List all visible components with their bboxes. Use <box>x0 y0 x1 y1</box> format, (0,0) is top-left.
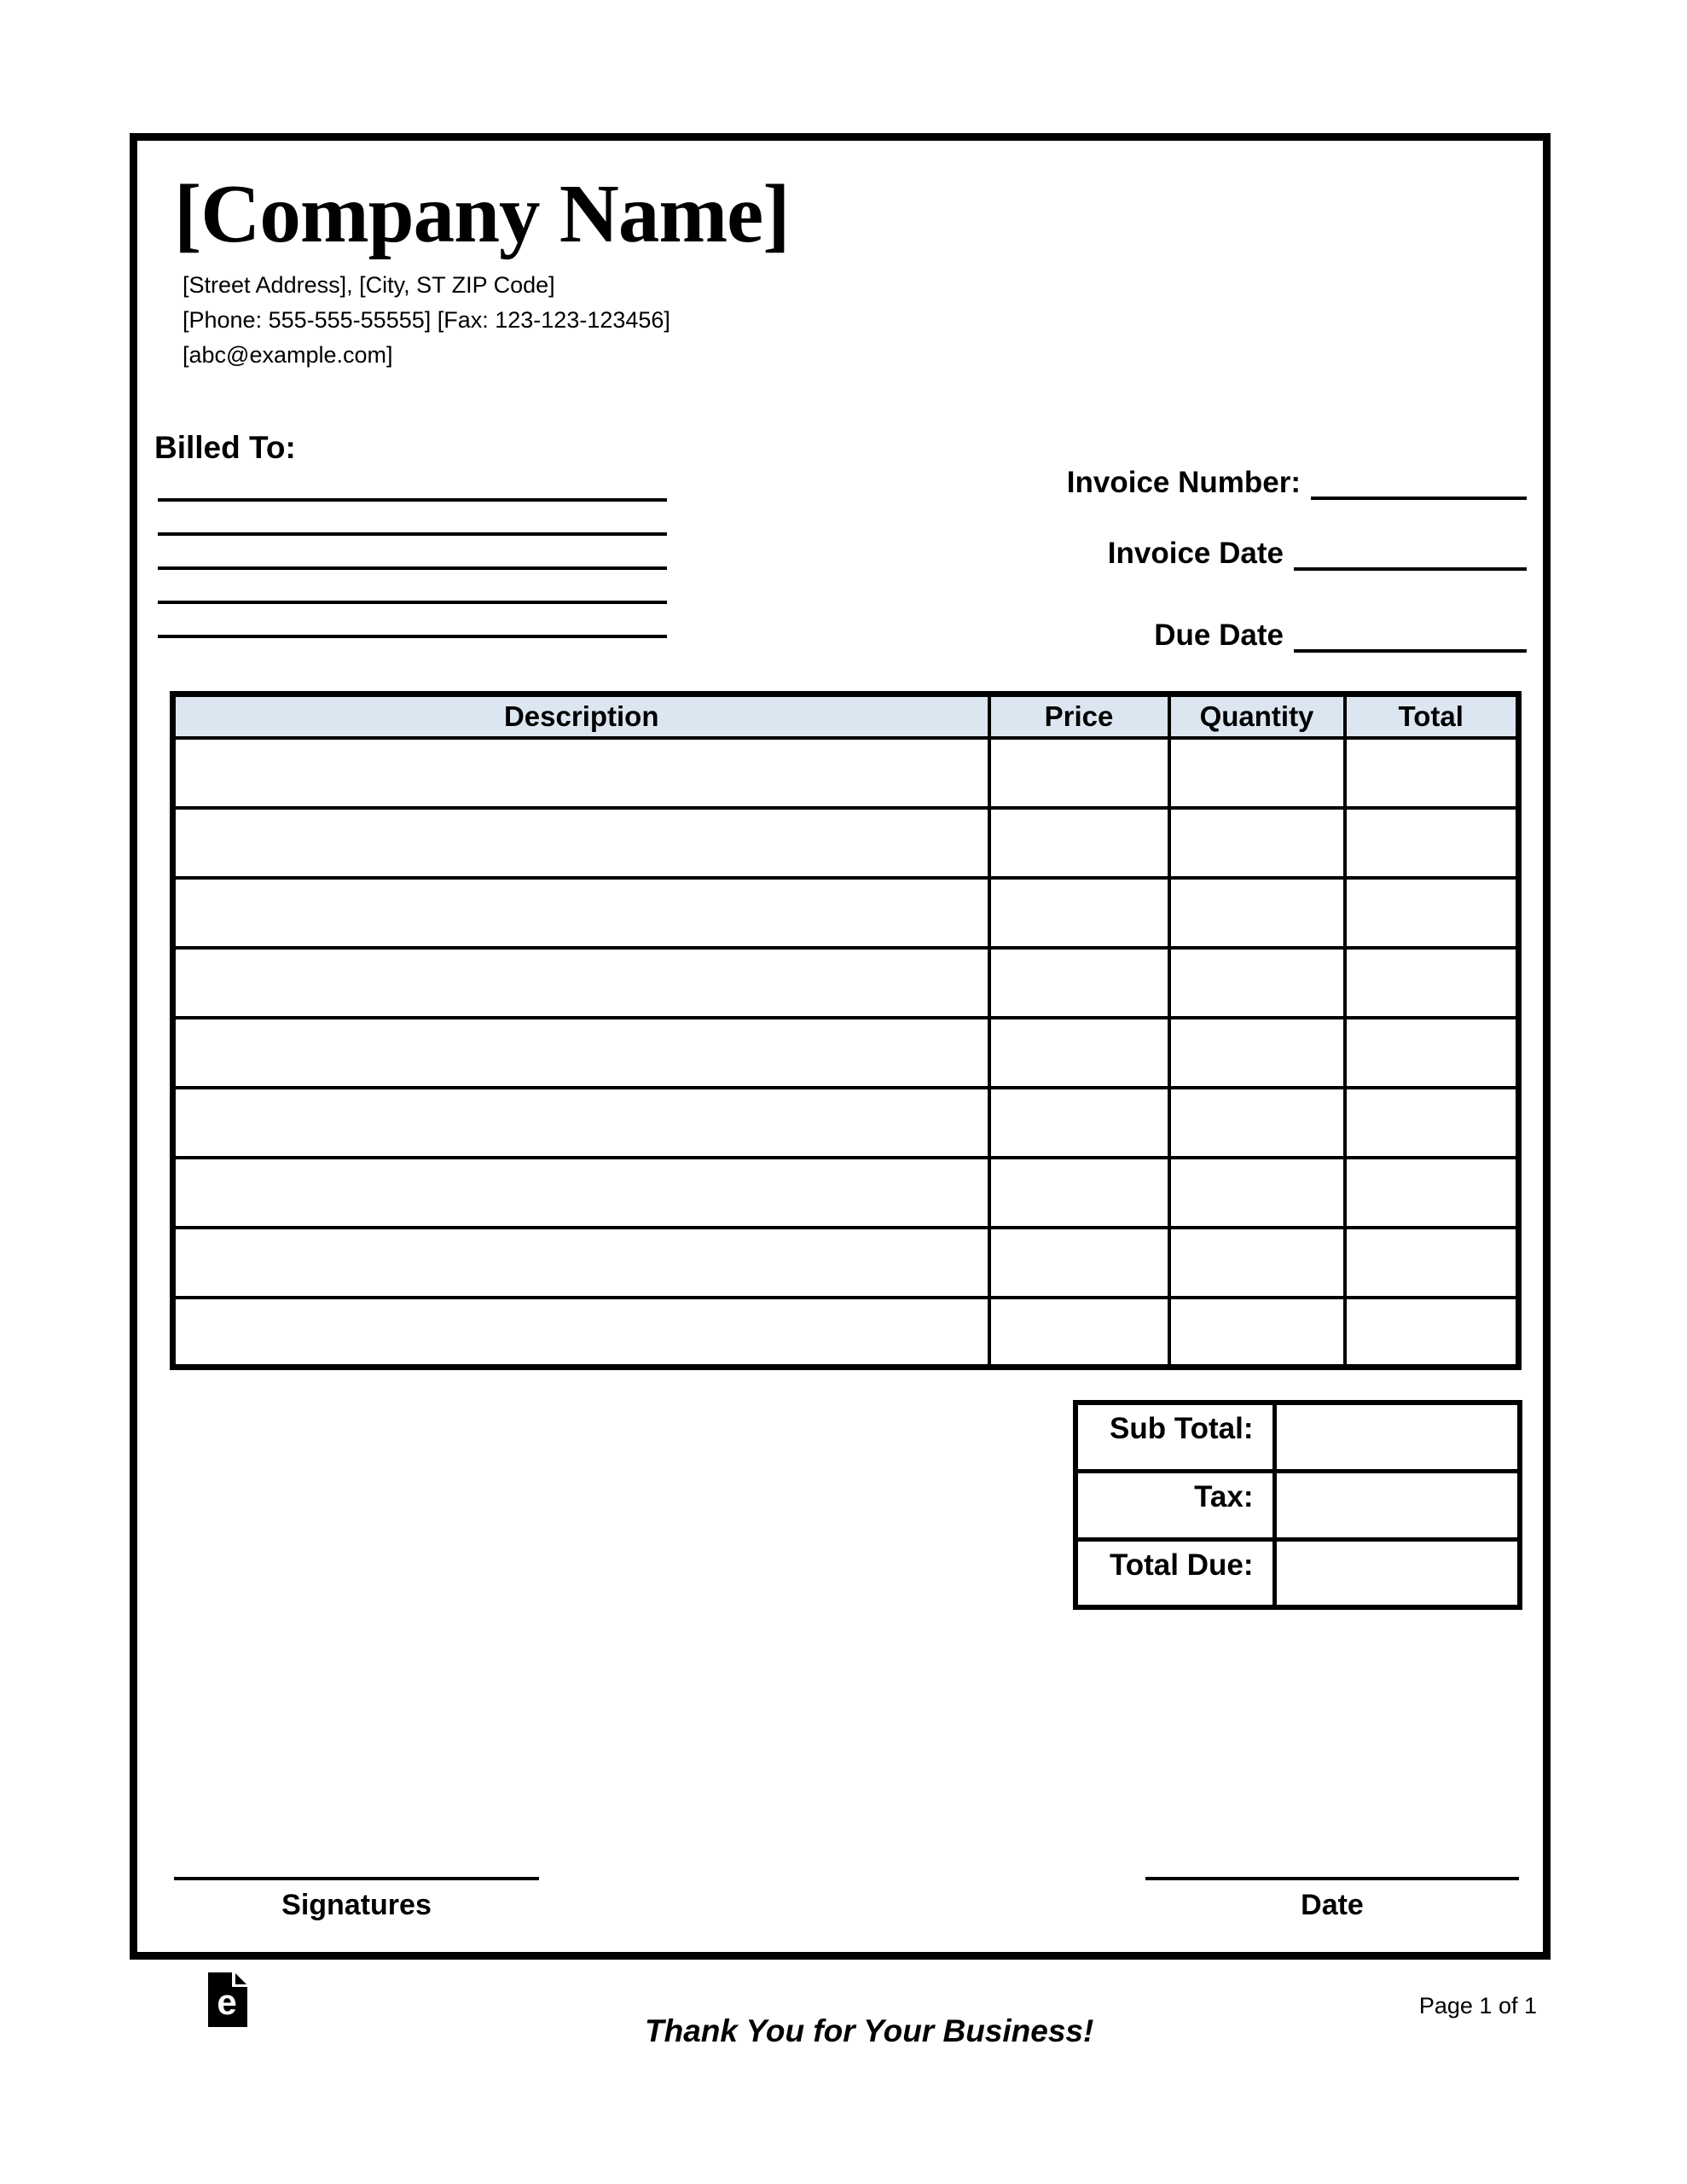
column-header-total: Total <box>1345 694 1519 738</box>
items-table-cell[interactable] <box>989 1298 1169 1368</box>
billed-to-line[interactable] <box>158 604 667 638</box>
date-field[interactable] <box>1145 1877 1519 1922</box>
column-header-description: Description <box>173 694 989 738</box>
company-address-line: [Phone: 555-555-55555] [Fax: 123-123-123456] <box>183 307 670 333</box>
invoice-number-label: Invoice Number: <box>1066 466 1301 499</box>
billed-to-line[interactable] <box>158 502 667 536</box>
billed-to-line[interactable] <box>158 468 667 502</box>
items-table-cell[interactable] <box>989 948 1169 1018</box>
items-table-cell[interactable] <box>1169 1298 1345 1368</box>
items-table-row <box>173 1088 1519 1158</box>
items-table-cell[interactable] <box>1169 738 1345 808</box>
items-table-cell[interactable] <box>173 1228 989 1298</box>
items-table-row <box>173 878 1519 948</box>
invoice-date-label: Invoice Date <box>1107 537 1284 570</box>
items-table-row <box>173 1298 1519 1368</box>
items-table-cell[interactable] <box>1345 878 1519 948</box>
items-table-cell[interactable] <box>1169 1088 1345 1158</box>
column-header-price: Price <box>989 694 1169 738</box>
items-table-cell[interactable] <box>1169 808 1345 878</box>
items-table-cell[interactable] <box>173 948 989 1018</box>
tax-row <box>1075 1471 1520 1539</box>
items-table-row <box>173 1228 1519 1298</box>
due-date-row <box>1154 615 1527 653</box>
items-table-cell[interactable] <box>989 1228 1169 1298</box>
items-table-cell[interactable] <box>173 1018 989 1088</box>
items-table-row <box>173 1018 1519 1088</box>
eforms-document-logo-icon <box>208 1972 247 2027</box>
items-table-row <box>173 808 1519 878</box>
invoice-date-field[interactable] <box>1294 538 1527 571</box>
items-table-cell[interactable] <box>173 1298 989 1368</box>
items-table-cell[interactable] <box>989 878 1169 948</box>
items-table-row <box>173 948 1519 1018</box>
total-due-value-cell[interactable] <box>1274 1539 1520 1607</box>
summary-table <box>1073 1400 1522 1610</box>
items-table-cell[interactable] <box>1345 738 1519 808</box>
items-table-cell[interactable] <box>1169 1228 1345 1298</box>
invoice-date-row <box>1108 533 1527 571</box>
column-header-quantity: Quantity <box>1169 694 1345 738</box>
company-name: [Company Name] <box>174 168 790 259</box>
items-table-cell[interactable] <box>173 808 989 878</box>
total-due-row <box>1075 1539 1520 1607</box>
billed-to-line[interactable] <box>158 536 667 570</box>
items-table-cell[interactable] <box>1169 878 1345 948</box>
items-table-cell[interactable] <box>1345 1298 1519 1368</box>
tax-label: Tax: <box>1075 1471 1274 1539</box>
items-table-cell[interactable] <box>989 1158 1169 1228</box>
items-table-body <box>173 738 1519 1368</box>
date-label: Date <box>1301 1889 1364 1921</box>
items-table-cell[interactable] <box>1345 1088 1519 1158</box>
billed-to-fields <box>158 468 667 638</box>
subtotal-value-cell[interactable] <box>1274 1403 1520 1471</box>
items-table-cell[interactable] <box>1169 1158 1345 1228</box>
items-table-cell[interactable] <box>1169 1018 1345 1088</box>
due-date-label: Due Date <box>1154 619 1284 652</box>
items-table-cell[interactable] <box>1345 1228 1519 1298</box>
items-table-row <box>173 1158 1519 1228</box>
signatures-label: Signatures <box>281 1889 432 1921</box>
subtotal-row <box>1075 1403 1520 1471</box>
items-table-cell[interactable] <box>1345 1018 1519 1088</box>
items-table-cell[interactable] <box>989 1018 1169 1088</box>
due-date-field[interactable] <box>1294 620 1527 653</box>
subtotal-label: Sub Total: <box>1075 1403 1274 1471</box>
total-due-label: Total Due: <box>1075 1539 1274 1607</box>
items-table-cell[interactable] <box>1345 948 1519 1018</box>
company-address-line: [abc@example.com] <box>183 342 393 368</box>
thank-you-message: Thank You for Your Business! <box>645 2013 1094 2048</box>
items-table-cell[interactable] <box>173 878 989 948</box>
page-indicator: Page 1 of 1 <box>1418 1993 1537 2018</box>
items-table-cell[interactable] <box>173 738 989 808</box>
items-table-cell[interactable] <box>1169 948 1345 1018</box>
svg-text:e: e <box>217 1982 237 2022</box>
items-table-row <box>173 738 1519 808</box>
invoice-number-field[interactable] <box>1311 468 1527 500</box>
items-table <box>170 691 1522 1370</box>
items-table-header-row <box>173 694 1519 738</box>
items-table-cell[interactable] <box>173 1088 989 1158</box>
billed-to-label: Billed To: <box>154 430 296 465</box>
billed-to-line[interactable] <box>158 570 667 604</box>
invoice-number-row <box>1067 462 1527 500</box>
items-table-cell[interactable] <box>1345 808 1519 878</box>
items-table-cell[interactable] <box>989 1088 1169 1158</box>
company-address <box>183 268 670 373</box>
items-table-cell[interactable] <box>173 1158 989 1228</box>
items-table-cell[interactable] <box>989 738 1169 808</box>
company-address-line: [Street Address], [City, ST ZIP Code] <box>183 272 555 298</box>
items-table-cell[interactable] <box>989 808 1169 878</box>
tax-value-cell[interactable] <box>1274 1471 1520 1539</box>
signatures-field[interactable] <box>174 1877 539 1922</box>
items-table-cell[interactable] <box>1345 1158 1519 1228</box>
